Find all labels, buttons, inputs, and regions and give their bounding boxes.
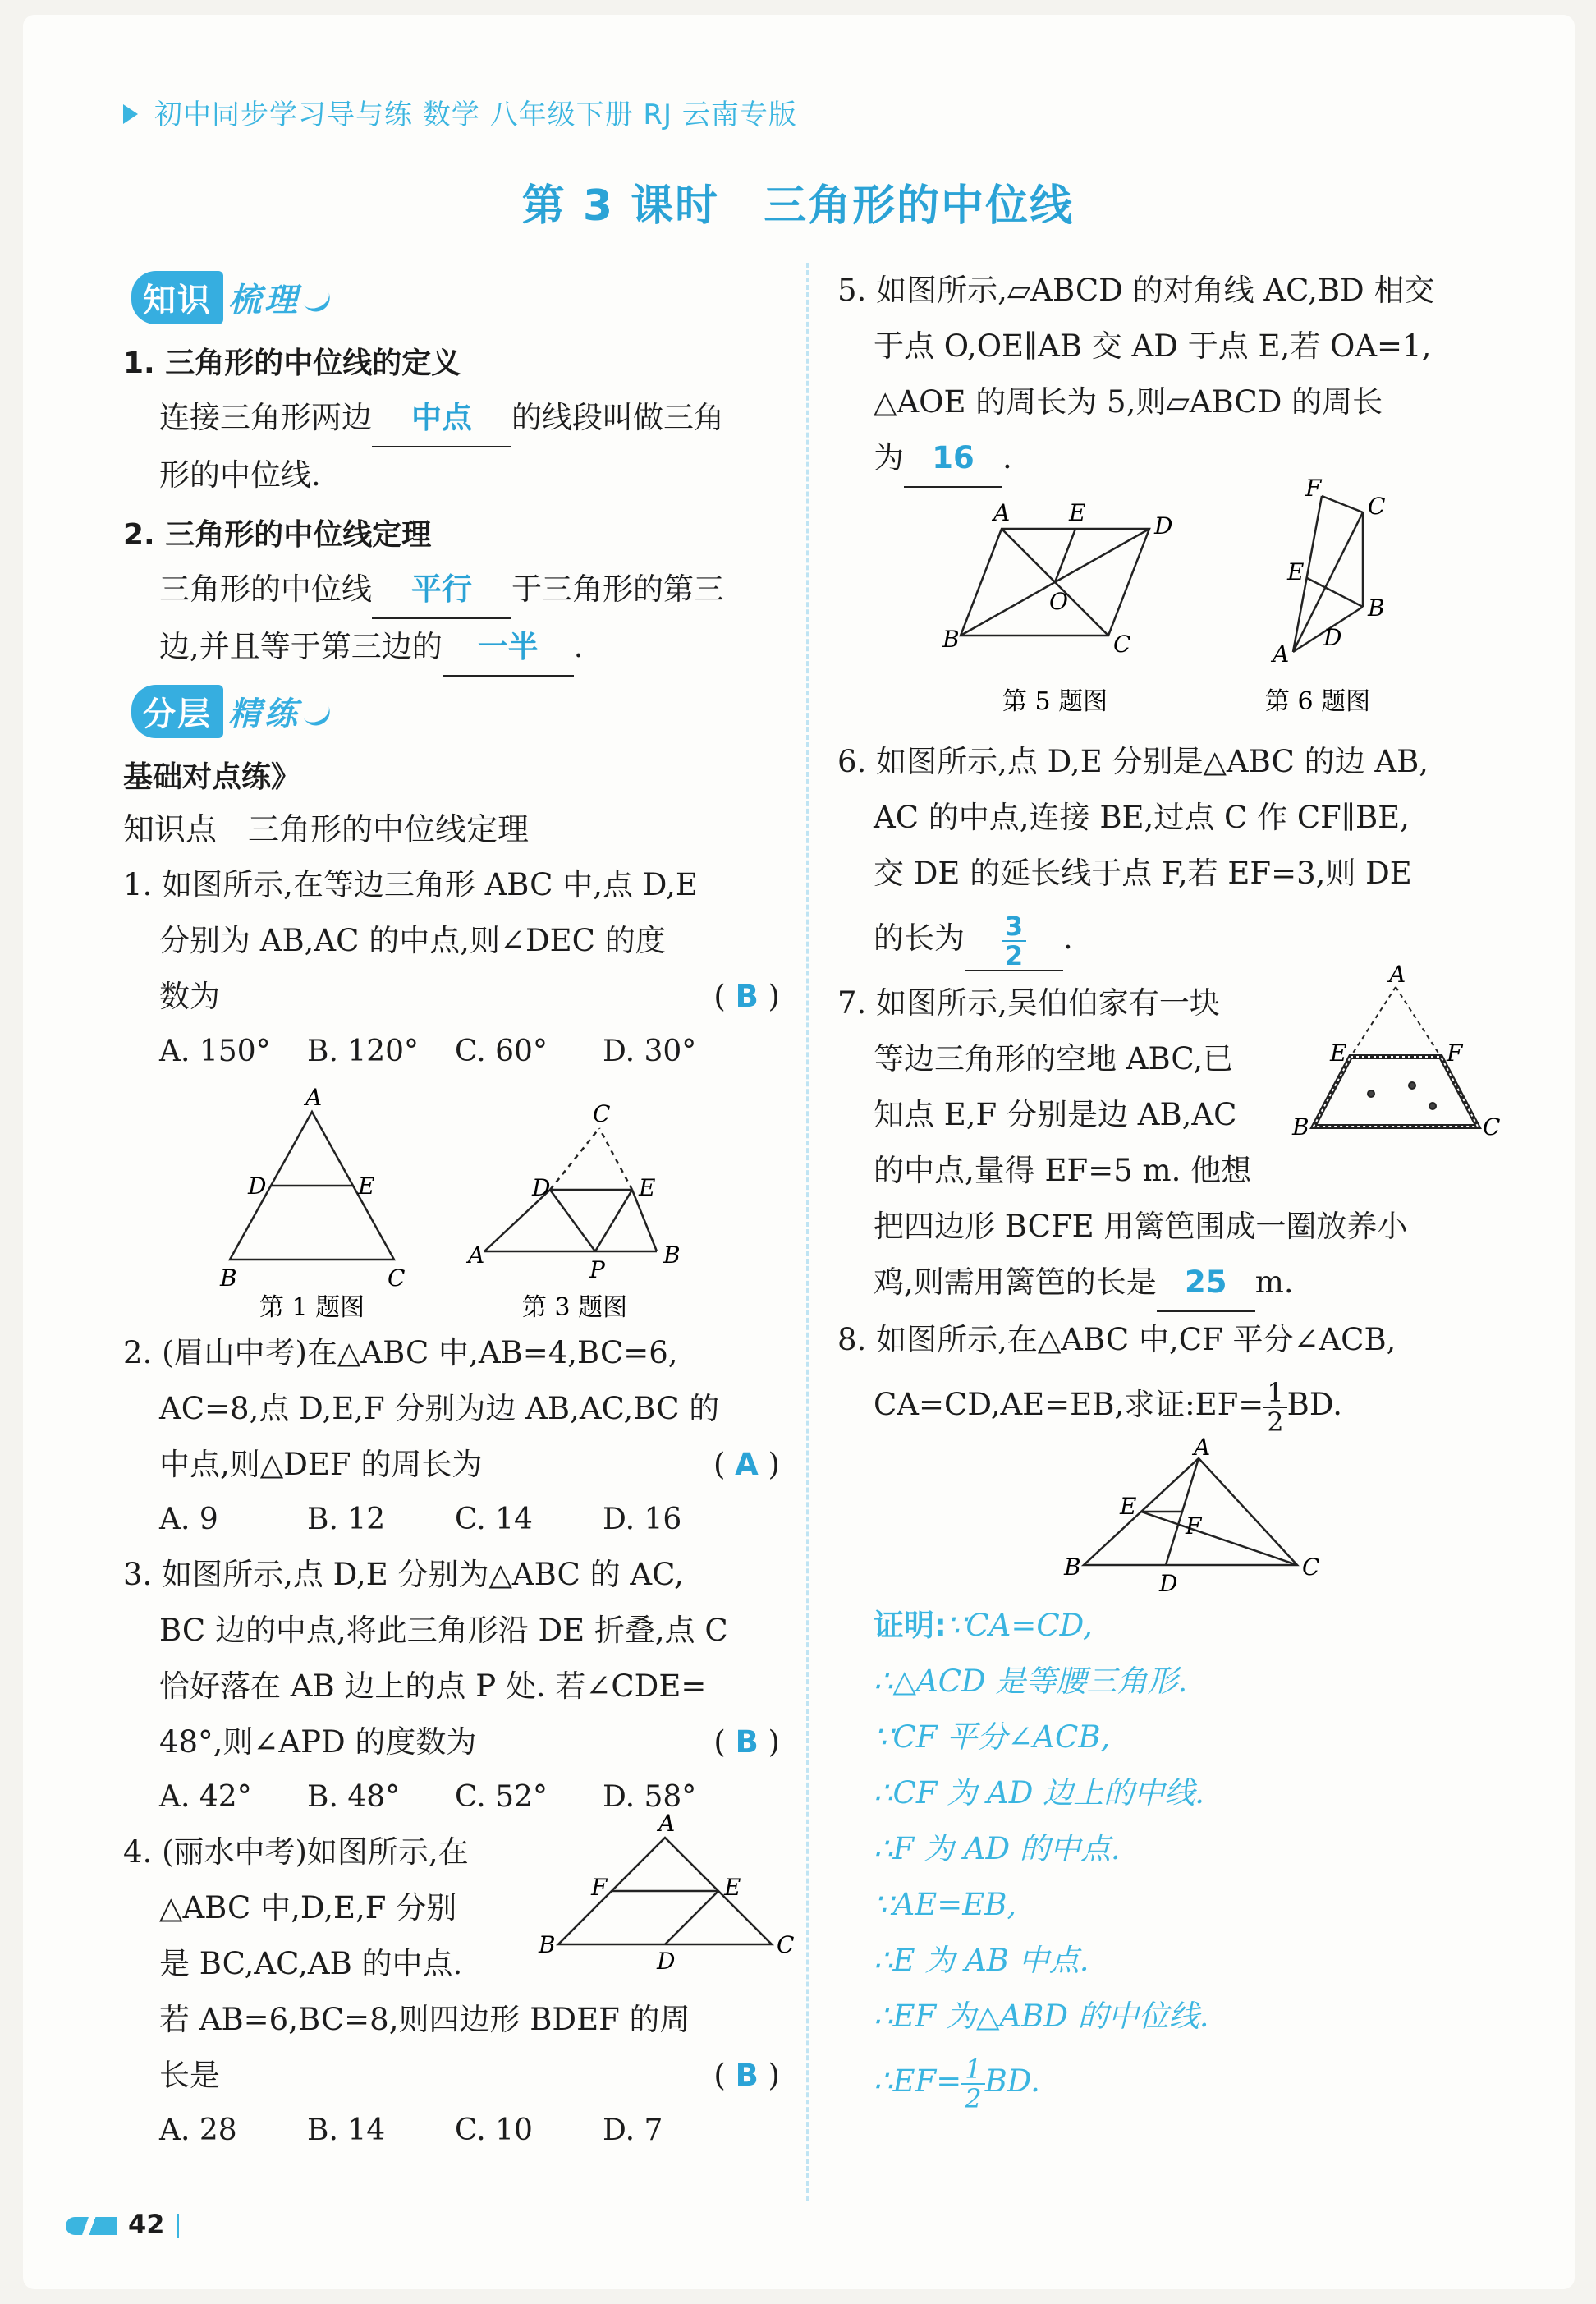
running-header-text: 初中同步学习导与练 数学 八年级下册 RJ 云南专版 xyxy=(154,99,797,131)
q8-label-c: C xyxy=(1302,1554,1320,1581)
column-divider xyxy=(806,263,809,2201)
q8-label-f: F xyxy=(1186,1512,1202,1540)
chick-icon xyxy=(1409,1082,1415,1089)
k2-text-c: 边,并且等于第三边的 xyxy=(159,629,443,664)
question-8 xyxy=(837,1312,1494,1442)
q3-answer: B xyxy=(735,1724,759,1760)
page-footer xyxy=(66,2209,179,2240)
proof-line-8 xyxy=(874,2045,1494,2118)
q4-line-1: 4. (丽水中考)如图所示,在 xyxy=(123,1834,469,1870)
caption-figure-3: 第 3 题图 xyxy=(521,1293,628,1322)
answer-blank-midpoint: 中点 xyxy=(372,390,511,447)
q1-label-c: C xyxy=(388,1264,406,1292)
q8-line-2 xyxy=(837,1368,1494,1442)
q1-answer: B xyxy=(735,979,759,1014)
question-1 xyxy=(123,857,780,1025)
q2-line-3 xyxy=(123,1437,780,1493)
q7-line-4: 的中点,量得 EF=5 m. 他想 xyxy=(874,1153,1252,1188)
q7-label-c: C xyxy=(1483,1113,1501,1141)
q1-answer-bracket: ( B ) xyxy=(713,979,780,1014)
figure-q4 xyxy=(534,1810,796,1977)
q7-fence-bcfe xyxy=(1314,1057,1478,1127)
q4-label-f: F xyxy=(591,1874,608,1901)
knowledge-text-1 xyxy=(123,390,780,503)
running-header xyxy=(123,92,797,132)
q3-dashed-dc xyxy=(550,1128,599,1190)
proof-line-3: ∴CF 为 AD 边上的中线. xyxy=(874,1775,1204,1811)
q3-label-d: D xyxy=(532,1174,551,1201)
question-2 xyxy=(123,1325,780,1493)
q3-option-a: A. 42° xyxy=(159,1780,252,1814)
q7-line-6-end: m. xyxy=(1254,1264,1294,1300)
q8-proof xyxy=(837,1598,1494,2118)
q3-label-a: A xyxy=(468,1241,485,1269)
q4-line-2: △ABC 中,D,E,F 分别 xyxy=(159,1890,457,1925)
q1-option-b: B. 120° xyxy=(307,1035,420,1068)
q8-label-d: D xyxy=(1159,1570,1178,1597)
q5-line-3: △AOE 的周长为 5,则▱ABCD 的周长 xyxy=(874,384,1383,420)
figures-q5-q6 xyxy=(837,475,1494,734)
q6-line-3: 交 DE 的延长线于点 F,若 EF=3,则 DE xyxy=(874,856,1412,891)
question-3 xyxy=(123,1547,780,1770)
proof-line-6: ∴E 为 AB 中点. xyxy=(874,1943,1089,1978)
q8-label-e: E xyxy=(1120,1493,1137,1520)
proof-line-5: ∵AE=EB, xyxy=(874,1887,1017,1922)
q2-option-b: B. 12 xyxy=(307,1503,386,1536)
proof-frac-den: 2 xyxy=(965,2082,982,2114)
q4-label-a: A xyxy=(658,1810,676,1837)
q8-frac-num: 1 xyxy=(1264,1379,1286,1408)
q7-answer-blank: 25 xyxy=(1157,1255,1255,1312)
q2-option-d: D. 16 xyxy=(603,1503,682,1536)
k2-text-a: 三角形的中位线 xyxy=(159,571,372,607)
q3-option-b: B. 48° xyxy=(307,1780,401,1814)
q6-segment-eb xyxy=(1307,578,1363,607)
figure-q3 xyxy=(484,1128,657,1251)
q4-line-5-text: 长是 xyxy=(159,2058,220,2093)
q3-line-4 xyxy=(123,1714,780,1770)
leaf-icon xyxy=(301,701,335,730)
proof-line-4: ∴F 为 AD 的中点. xyxy=(874,1831,1121,1866)
knowledge-heading-2: 2. 三角形的中位线定理 xyxy=(123,518,432,552)
q7-line-6-text: 鸡,则需用篱笆的长是 xyxy=(874,1264,1157,1300)
q3-option-d: D. 58° xyxy=(603,1780,697,1814)
practice-badge-b: 精练 xyxy=(228,695,300,733)
q3-label-p: P xyxy=(589,1256,605,1283)
q1-line-1: 1. 如图所示,在等边三角形 ABC 中,点 D,E xyxy=(123,867,698,902)
answer-blank-parallel: 平行 xyxy=(372,562,511,619)
q2-answer-bracket: ( A ) xyxy=(713,1447,780,1482)
k2-text-d: . xyxy=(573,629,584,664)
q1-label-d: D xyxy=(248,1173,267,1200)
q6-label-d: D xyxy=(1323,624,1342,651)
q3-line-2: BC 边的中点,将此三角形沿 DE 折叠,点 C xyxy=(159,1613,728,1648)
figures-q1-q3 xyxy=(123,1079,780,1325)
q4-option-b: B. 14 xyxy=(307,2114,386,2147)
practice-badge xyxy=(131,685,332,734)
q4-label-d: D xyxy=(657,1948,676,1975)
q7-fence-pattern xyxy=(1314,1057,1478,1127)
q4-line-5 xyxy=(123,2048,780,2104)
page-title: 第 3 课时 三角形的中位线 xyxy=(521,181,1075,231)
q4-line-3: 是 BC,AC,AB 的中点. xyxy=(159,1946,463,1981)
q6-line-4-text: 的长为 xyxy=(874,920,965,956)
q5-line-1: 5. 如图所示,▱ABCD 的对角线 AC,BD 相交 xyxy=(837,273,1435,308)
q6-line-1: 6. 如图所示,点 D,E 分别是△ABC 的边 AB, xyxy=(837,744,1429,779)
q8-line-1: 8. 如图所示,在△ABC 中,CF 平分∠ACB, xyxy=(837,1322,1396,1357)
left-column xyxy=(123,263,795,2158)
q7-label-a: A xyxy=(1389,961,1406,988)
q1-label-e: E xyxy=(358,1173,375,1200)
q5-label-e: E xyxy=(1069,499,1086,526)
q4-label-e: E xyxy=(724,1874,741,1901)
proof-fraction xyxy=(961,2055,984,2113)
q1-options xyxy=(123,1025,780,1079)
caption-figure-1: 第 1 题图 xyxy=(259,1293,365,1322)
figure-q7 xyxy=(1281,961,1501,1159)
knowledge-badge-a: 知识 xyxy=(131,271,223,324)
q5-answer-blank: 16 xyxy=(904,430,1002,488)
question-6 xyxy=(837,734,1494,975)
q7-line-3: 知点 E,F 分别是边 AB,AC xyxy=(874,1097,1237,1132)
k1-text-b: 的线段叫做三角 xyxy=(511,400,724,435)
q2-options xyxy=(123,1493,780,1547)
q3-line-1: 3. 如图所示,点 D,E 分别为△ABC 的 AC, xyxy=(123,1557,684,1592)
q2-line-3-text: 中点,则△DEF 的周长为 xyxy=(159,1447,483,1482)
q4-option-d: D. 7 xyxy=(603,2114,663,2147)
q4-answer: B xyxy=(735,2058,759,2093)
q5-label-d: D xyxy=(1154,512,1173,539)
figure-q8 xyxy=(837,1434,1494,1598)
q6-label-f: F xyxy=(1305,475,1322,502)
q3-segment-ep xyxy=(595,1190,632,1251)
q6-segment-fc xyxy=(1322,496,1363,512)
knowledge-badge xyxy=(131,271,332,320)
basic-practice-label: 基础对点练》 xyxy=(123,760,301,794)
q5-line-4-end: . xyxy=(1002,440,1012,475)
q8-frac-den: 2 xyxy=(1267,1406,1284,1438)
q7-dashed-af xyxy=(1396,987,1441,1057)
q3-line-3: 恰好落在 AB 边上的点 P 处. 若∠CDE= xyxy=(159,1668,707,1704)
q1-option-a: A. 150° xyxy=(159,1035,271,1068)
proof-frac-num: 1 xyxy=(961,2055,984,2085)
caption-figure-6: 第 6 题图 xyxy=(1264,687,1371,716)
q6-line-2: AC 的中点,连接 BE,过点 C 作 CF∥BE, xyxy=(874,800,1410,835)
practice-badge-a: 分层 xyxy=(131,685,223,738)
q7-dashed-ae xyxy=(1351,987,1396,1057)
proof-line-0 xyxy=(874,1598,1494,1654)
q2-answer: A xyxy=(735,1447,759,1482)
leaf-icon xyxy=(301,287,335,316)
q3-line-4-text: 48°,则∠APD 的度数为 xyxy=(159,1724,477,1760)
q5-line-4-text: 为 xyxy=(874,440,904,475)
question-5 xyxy=(837,263,1494,488)
question-7 xyxy=(837,961,1501,1312)
q7-label-b: B xyxy=(1292,1113,1309,1141)
q4-label-c: C xyxy=(777,1931,795,1958)
caption-figure-5: 第 5 题图 xyxy=(1002,687,1108,716)
q1-option-c: C. 60° xyxy=(455,1035,548,1068)
q6-label-e: E xyxy=(1287,558,1305,585)
q5-label-a: A xyxy=(993,499,1011,526)
q5-segment-oe xyxy=(1055,529,1075,582)
q8-line-2-end: BD. xyxy=(1286,1387,1342,1422)
play-triangle-icon xyxy=(123,104,138,124)
figure-q5 xyxy=(961,529,1149,636)
q2-option-c: C. 14 xyxy=(455,1503,533,1536)
q6-answer-den: 2 xyxy=(1004,939,1024,971)
knowledge-badge-b: 梳理 xyxy=(228,282,300,319)
q7-line-6 xyxy=(837,1255,1494,1312)
q7-label-e: E xyxy=(1330,1040,1347,1067)
q5-label-b: B xyxy=(942,626,960,653)
q4-segment-ed xyxy=(665,1891,718,1944)
q3-label-c: C xyxy=(593,1100,611,1127)
q3-option-c: C. 52° xyxy=(455,1780,548,1814)
q2-option-a: A. 9 xyxy=(159,1503,218,1536)
q1-label-a: A xyxy=(305,1084,323,1111)
q5-label-c: C xyxy=(1113,631,1131,658)
k1-text-a: 连接三角形两边 xyxy=(159,400,372,435)
proof-line-7: ∴EF 为△ABD 的中位线. xyxy=(874,1999,1209,2034)
k2-text-b: 于三角形的第三 xyxy=(511,571,724,607)
q4-answer-bracket: ( B ) xyxy=(713,2058,780,2093)
q6-line-4-end: . xyxy=(1063,920,1073,956)
q5-line-4 xyxy=(837,430,1494,488)
q8-line-2-text: CA=CD,AE=EB,求证:EF= xyxy=(874,1387,1264,1422)
q5-label-o: O xyxy=(1049,588,1068,615)
q7-line-1: 7. 如图所示,吴伯伯家有一块 xyxy=(837,985,1220,1021)
q3-answer-bracket: ( B ) xyxy=(713,1724,780,1760)
answer-blank-half: 一半 xyxy=(443,619,574,677)
q8-triangle-abc xyxy=(1084,1458,1297,1565)
proof-line-8-post: BD. xyxy=(984,2063,1040,2099)
q6-label-a: A xyxy=(1273,640,1290,668)
q2-line-2: AC=8,点 D,E,F 分别为边 AB,AC,BC 的 xyxy=(159,1391,720,1426)
q3-segment-dp xyxy=(550,1190,595,1251)
q7-line-2: 等边三角形的空地 ABC,已 xyxy=(874,1041,1234,1076)
knowledge-heading-1: 1. 三角形的中位线的定义 xyxy=(123,347,461,380)
q1-option-d: D. 30° xyxy=(603,1035,697,1068)
question-4 xyxy=(123,1810,795,2104)
q5-line-2: 于点 O,OE∥AB 交 AD 于点 E,若 OA=1, xyxy=(874,328,1432,364)
q8-fraction xyxy=(1264,1376,1286,1438)
q4-label-b: B xyxy=(539,1931,556,1958)
q4-option-c: C. 10 xyxy=(455,2114,533,2147)
q4-options xyxy=(123,2104,780,2158)
chick-icon xyxy=(1368,1090,1374,1097)
k1-text-c: 形的中位线. xyxy=(159,457,321,493)
q6-answer-num: 3 xyxy=(1002,912,1026,942)
q4-line-4: 若 AB=6,BC=8,则四边形 BDEF 的周 xyxy=(159,2002,690,2037)
right-column xyxy=(837,263,1501,2118)
q3-label-e: E xyxy=(639,1174,656,1201)
q8-label-a: A xyxy=(1194,1434,1211,1461)
proof-line-2: ∵CF 平分∠ACB, xyxy=(874,1719,1111,1755)
chick-icon xyxy=(1429,1103,1436,1109)
q1-line-3-text: 数为 xyxy=(159,979,220,1014)
q7-line-5: 把四边形 BCFE 用篱笆围成一圈放养小 xyxy=(874,1209,1408,1244)
footer-stripe-icon xyxy=(66,2217,117,2235)
footer-bar xyxy=(177,2214,179,2238)
q4-option-a: A. 28 xyxy=(159,2114,237,2147)
q6-answer-fraction xyxy=(1002,912,1026,970)
q3-dashed-ec xyxy=(599,1128,632,1190)
q8-label-b: B xyxy=(1064,1554,1081,1581)
q7-label-f: F xyxy=(1447,1040,1463,1067)
knowledge-point-label: 知识点 三角形的中位线定理 xyxy=(123,811,530,847)
knowledge-text-2 xyxy=(123,562,780,677)
proof-line-0-text: ∵CA=CD, xyxy=(946,1608,1093,1643)
proof-label: 证明: xyxy=(874,1608,947,1643)
proof-line-8-pre: ∴EF= xyxy=(874,2063,962,2099)
q3-label-b: B xyxy=(663,1241,681,1269)
q1-label-b: B xyxy=(220,1264,237,1292)
proof-line-1: ∴△ACD 是等腰三角形. xyxy=(874,1664,1188,1699)
page-number: 42 xyxy=(128,2209,165,2240)
q2-line-1: 2. (眉山中考)在△ABC 中,AB=4,BC=6, xyxy=(123,1335,678,1370)
q6-label-c: C xyxy=(1368,493,1386,520)
q1-line-3 xyxy=(123,969,780,1025)
q6-label-b: B xyxy=(1368,594,1385,622)
q1-line-2: 分别为 AB,AC 的中点,则∠DEC 的度 xyxy=(159,923,666,958)
